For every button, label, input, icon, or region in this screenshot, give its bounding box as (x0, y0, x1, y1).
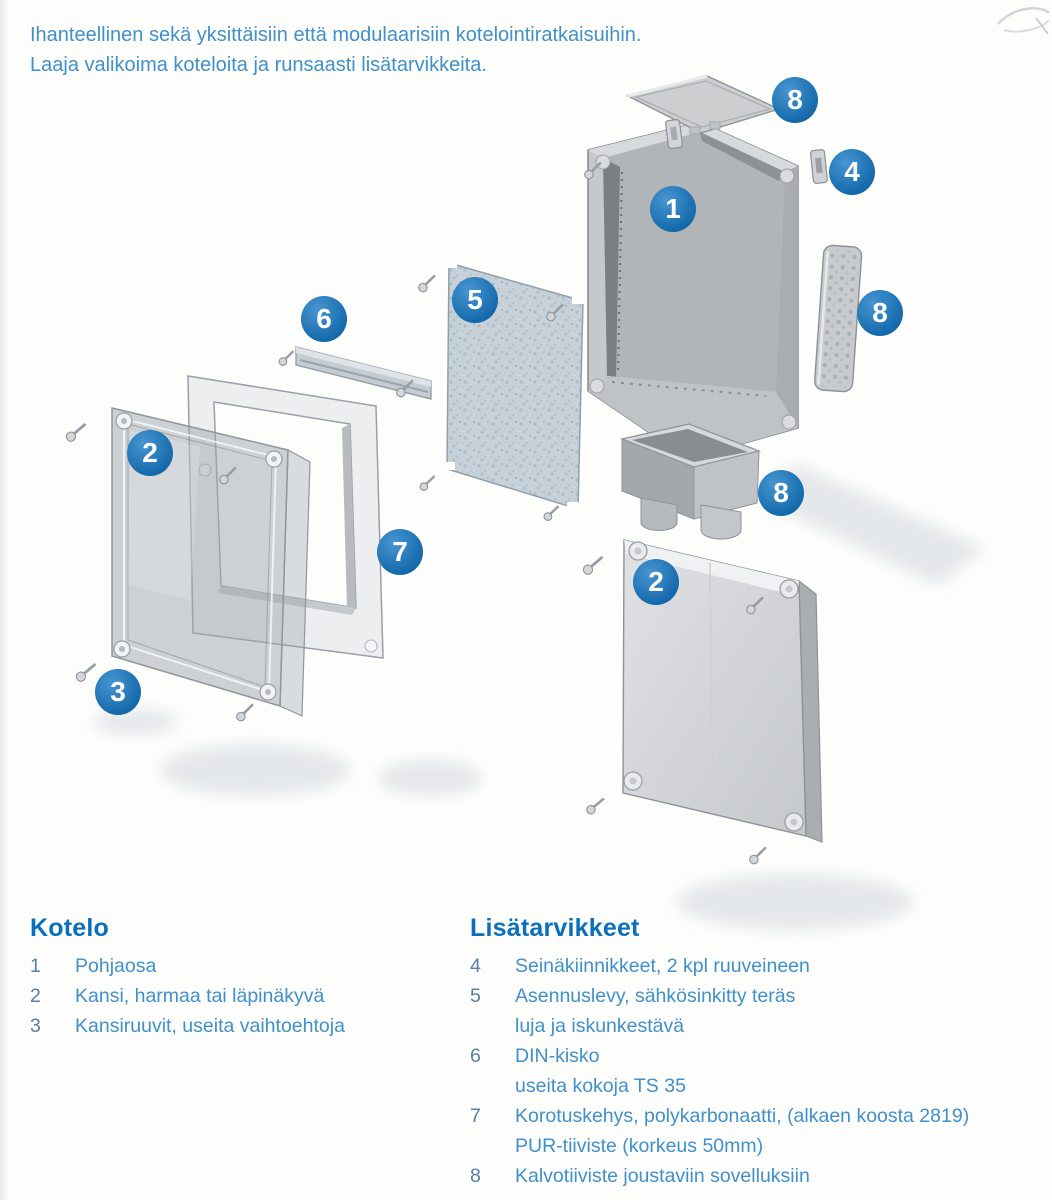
legend-lisatarvikkeet-title: Lisätarvikkeet (470, 914, 640, 942)
legend-item-text: Korotuskehys, polykarbonaatti, (alkaen koosta 2819) (515, 1105, 970, 1127)
legend-item-number: 2 (30, 985, 41, 1007)
legend-item-text: Kalvotiiviste joustaviin sovelluksiin (515, 1165, 810, 1187)
legend-item-number: 3 (30, 1015, 41, 1037)
part-din-kisko (296, 347, 431, 399)
callout-1-base: 1 (650, 186, 696, 232)
legend-item (30, 981, 450, 1011)
callout-4-wall-clip: 4 (829, 149, 875, 195)
legend-item-text: PUR-tiiviste (korkeus 50mm) (515, 1135, 764, 1157)
legend-item-number: 4 (470, 955, 481, 977)
legend-kotelo-title: Kotelo (30, 914, 109, 942)
legend-lisatarvikkeet (470, 914, 1040, 1191)
legend-item-text: useita kokoja TS 35 (515, 1075, 686, 1097)
legend-item-text: Asennuslevy, sähkösinkitty teräs (515, 985, 796, 1007)
legend-item-text: Kansi, harmaa tai läpinäkyvä (75, 985, 325, 1007)
legend-item-number: 7 (470, 1105, 481, 1127)
callout-8-gasket-strip: 8 (857, 290, 903, 336)
legend-item-text: Kansiruuvit, useita vaihtoehtoja (75, 1015, 345, 1037)
part-kalvotiiviste-nauha (814, 245, 862, 392)
callout-2-transparent-cover: 2 (127, 430, 173, 476)
legend-item-number: 5 (470, 985, 481, 1007)
legend-item (30, 951, 450, 981)
legend-item (470, 1161, 1040, 1191)
callout-3-screws: 3 (95, 669, 141, 715)
legend-item-text: luja ja iskunkestävä (515, 1015, 685, 1037)
legend-item (470, 981, 1040, 1041)
legend-item-number: 6 (470, 1045, 481, 1067)
intro-line-1: Ihanteellinen sekä yksittäisiin että modulaarisiin kotelointiratkaisuihin. (30, 24, 642, 46)
legend-item-number: 8 (470, 1165, 481, 1187)
scan-edge-artifact (0, 0, 9, 1200)
legend-item (470, 951, 1040, 981)
callout-6-din-rail: 6 (301, 296, 347, 342)
part-pohjaosa (588, 122, 798, 459)
part-kalvotiiviste-kansilevy (628, 76, 779, 134)
legend-item (470, 1101, 1040, 1161)
legend-item-number: 1 (30, 955, 41, 977)
callout-8-cover-plate: 8 (772, 77, 818, 123)
legend-item (470, 1041, 1040, 1101)
callout-7-raising-frame: 7 (377, 529, 423, 575)
callout-2-grey-cover: 2 (633, 559, 679, 605)
legend-item-text: Seinäkiinnikkeet, 2 kpl ruuveineen (515, 955, 810, 977)
intro-line-2: Laaja valikoima koteloita ja runsaasti lisätarvikkeita. (30, 54, 487, 76)
callout-8-adapter: 8 (758, 470, 804, 516)
callout-5-mounting-plate: 5 (452, 277, 498, 323)
legend-item (30, 1011, 450, 1041)
legend-item-text: DIN-kisko (515, 1045, 600, 1067)
legend-kotelo (30, 914, 450, 1041)
legend-item-text: Pohjaosa (75, 955, 157, 977)
intro-text (30, 20, 1010, 80)
